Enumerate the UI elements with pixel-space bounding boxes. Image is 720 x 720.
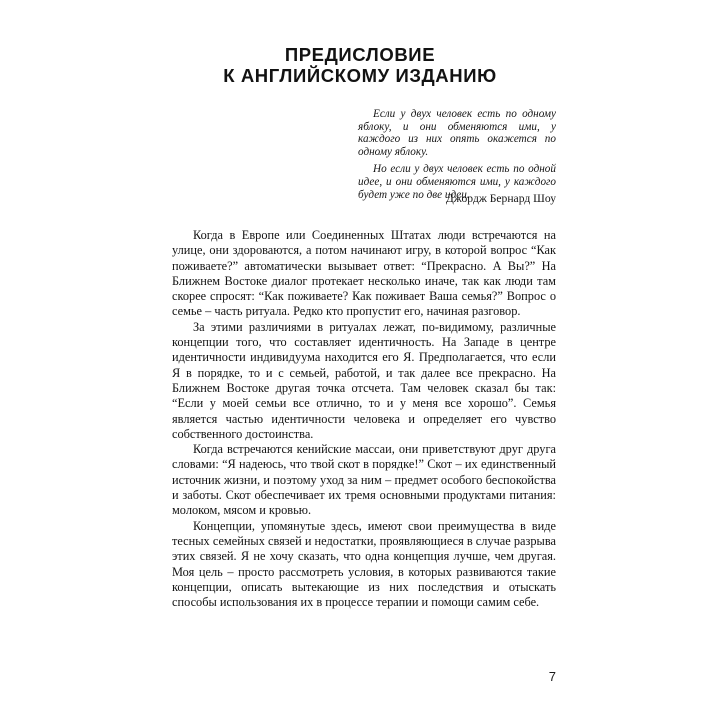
body-paragraph: Когда в Европе или Соединенных Штатах люди встречаются на улице, они здороваются, а потом начинают игру, в которой вопрос “Как поживаете?” автоматически вызывает ответ: “Прекрасно. А Вы?” На Ближнем Востоке диалог протекает несколько иначе, так как люди там скорее спросят: “Как поживаете? Как поживает Ваша семья?” Вопрос о семье – часть ритуала. Редко кто пропустит его, начиная разговор. xyxy=(172,228,556,319)
epigraph-paragraph: Если у двух человек есть по одному яблоку, и они обменяются ими, у каждого из них опять окажется по одному яблоку. xyxy=(358,108,556,158)
body-paragraph: Концепции, упомянутые здесь, имеют свои преимущества в виде тесных семейных связей и недостатки, проявляющиеся в случае разрыва этих связей. Я не хочу сказать, что одна концепция лучше, чем другая. Моя цель – просто рассмотреть условия, в которых развиваются такие концепции, описать вытекающие из них последствия и отыскать способы использования их в процессе терапии и помощи самим себе. xyxy=(172,518,556,610)
epigraph xyxy=(358,108,556,201)
epigraph-attribution: Джордж Бернард Шоу xyxy=(445,192,556,205)
page-title xyxy=(0,44,720,86)
body-text xyxy=(172,228,556,610)
body-paragraph: Когда встречаются кенийские массаи, они приветствуют друг друга словами: “Я надеюсь, что твой скот в порядке!” Скот – их единственный источник жизни, и поэтому уход за ним – предмет особого беспокойства и заботы. Скот обеспечивает их тремя основными продуктами питания: молоком, мясом и кровью. xyxy=(172,442,556,518)
body-paragraph: За этими различиями в ритуалах лежат, по-видимому, различные концепции того, что составляет идентичность. На Западе в центре идентичности индивидуума находится его Я. Предполагается, что если Я в порядке, то и с семьей, работой, и так далее все прекрасно. На Ближнем Востоке другая точка отсчета. Там человек сказал бы так: “Если у моей семьи все отлично, то и у меня все хорошо”. Семья является частью идентичности человека и определяет его чувство собственного достоинства. xyxy=(172,319,556,441)
page-title-line-2: К АНГЛИЙСКОМУ ИЗДАНИЮ xyxy=(223,65,497,86)
page-number: 7 xyxy=(548,669,556,684)
epigraph-paragraph: Но если у двух человек есть по одной идее, и они обменяются ими, у каждого будет уже по две идеи. xyxy=(358,163,556,201)
page-title-line-1: ПРЕДИСЛОВИЕ xyxy=(284,44,436,65)
